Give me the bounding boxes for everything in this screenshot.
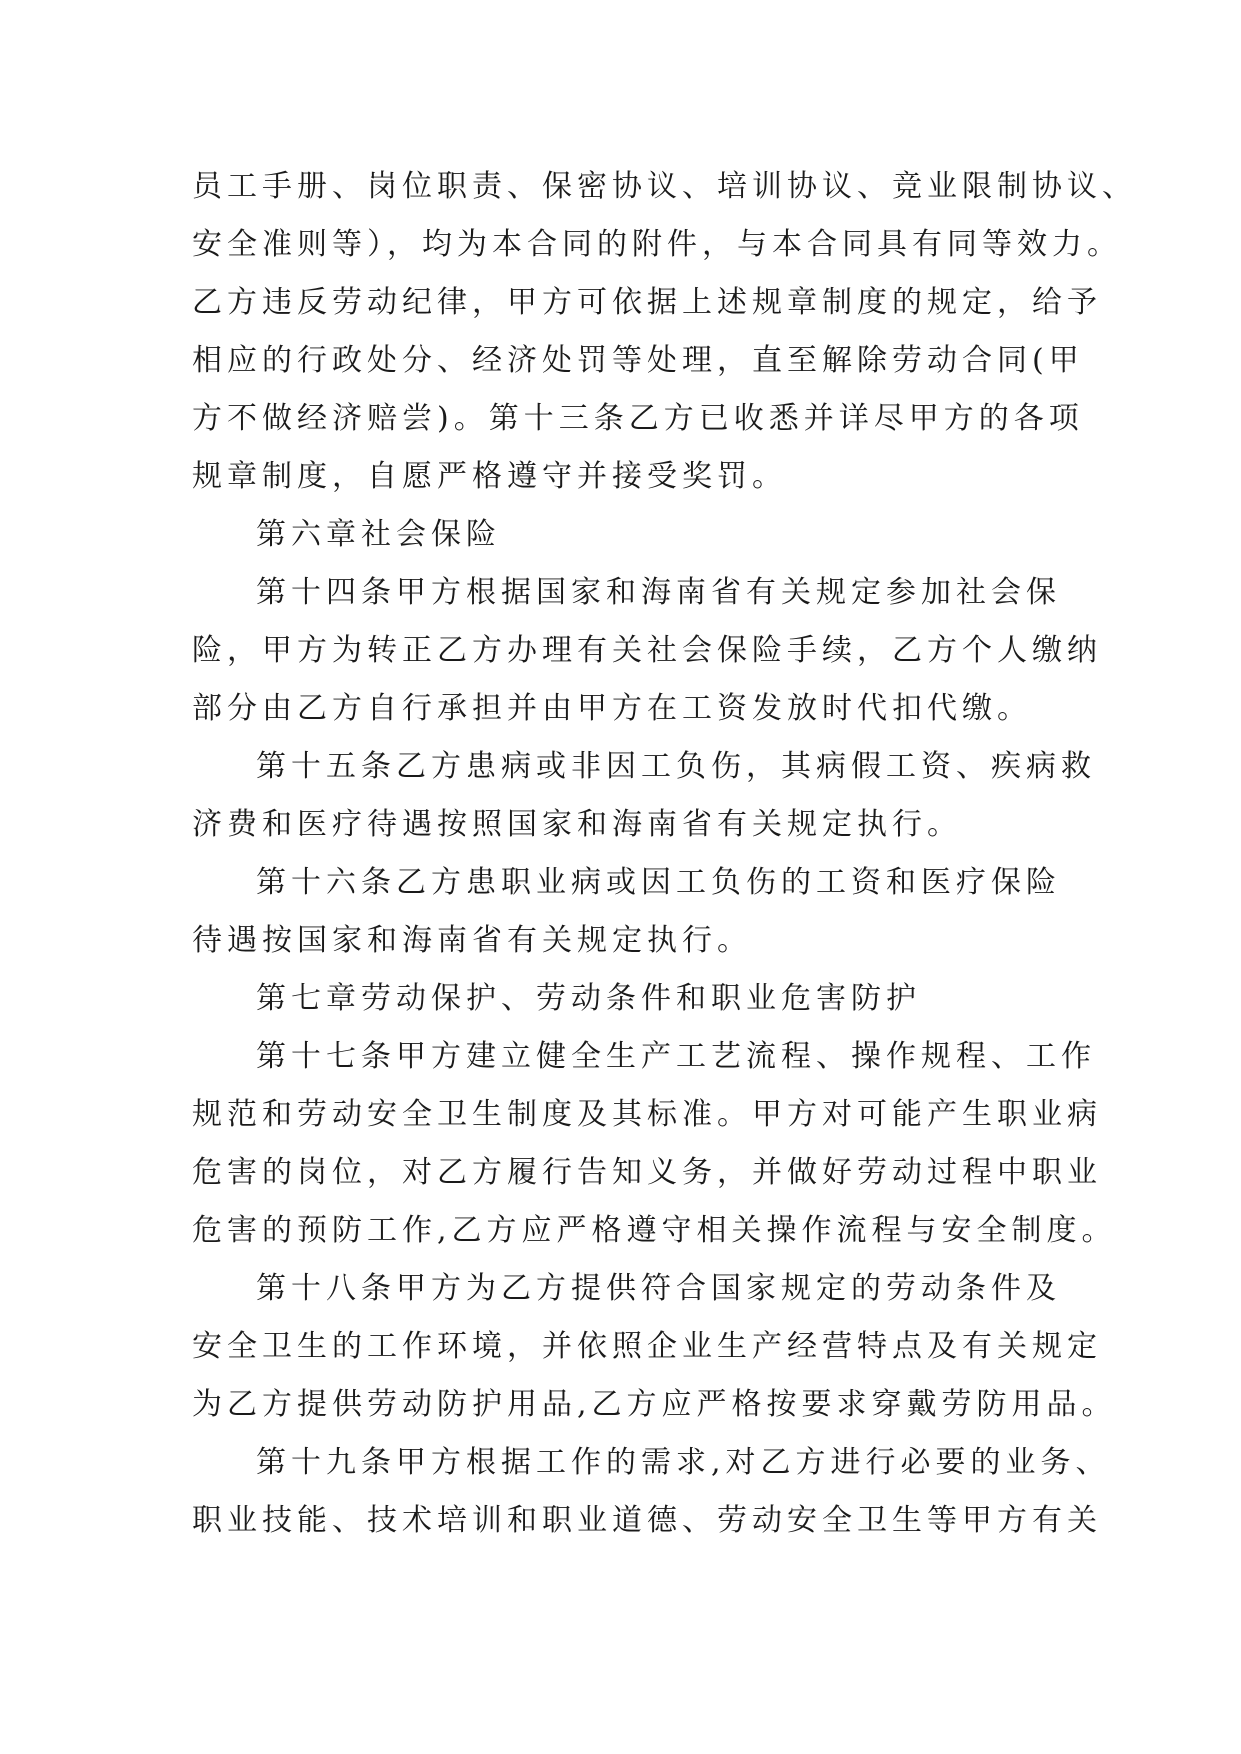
text-line: 部分由乙方自行承担并由甲方在工资发放时代扣代缴。 bbox=[192, 691, 1032, 726]
text-line: 乙方违反劳动纪律，甲方可依据上述规章制度的规定，给予 bbox=[192, 285, 1102, 320]
article-line: 第十九条甲方根据工作的需求,对乙方进行必要的业务、 bbox=[256, 1445, 1111, 1480]
text-line: 险，甲方为转正乙方办理有关社会保险手续，乙方个人缴纳 bbox=[192, 633, 1102, 668]
text-line: 规范和劳动安全卫生制度及其标准。甲方对可能产生职业病 bbox=[192, 1097, 1102, 1132]
text-line: 员工手册、岗位职责、保密协议、培训协议、竞业限制协议、 bbox=[192, 169, 1137, 204]
document-body bbox=[192, 158, 1137, 1550]
text-line: 危害的预防工作,乙方应严格遵守相关操作流程与安全制度。 bbox=[192, 1213, 1117, 1248]
text-line: 为乙方提供劳动防护用品,乙方应严格按要求穿戴劳防用品。 bbox=[192, 1387, 1117, 1422]
text-line: 危害的岗位，对乙方履行告知义务，并做好劳动过程中职业 bbox=[192, 1155, 1102, 1190]
text-line: 安全准则等），均为本合同的附件，与本合同具有同等效力。 bbox=[192, 227, 1122, 262]
text-line: 济费和医疗待遇按照国家和海南省有关规定执行。 bbox=[192, 807, 962, 842]
article-line: 第十六条乙方患职业病或因工负伤的工资和医疗保险 bbox=[256, 865, 1061, 900]
chapter-heading: 第七章劳动保护、劳动条件和职业危害防护 bbox=[256, 981, 921, 1016]
text-line: 相应的行政处分、经济处罚等处理，直至解除劳动合同(甲 bbox=[192, 343, 1084, 378]
article-line: 第十八条甲方为乙方提供符合国家规定的劳动条件及 bbox=[256, 1271, 1061, 1306]
article-line: 第十七条甲方建立健全生产工艺流程、操作规程、工作 bbox=[256, 1039, 1096, 1074]
text-line: 规章制度，自愿严格遵守并接受奖罚。 bbox=[192, 459, 787, 494]
text-line: 方不做经济赔尝)。第十三条乙方已收悉并详尽甲方的各项 bbox=[192, 401, 1084, 436]
text-line: 安全卫生的工作环境，并依照企业生产经营特点及有关规定 bbox=[192, 1329, 1102, 1364]
text-line: 待遇按国家和海南省有关规定执行。 bbox=[192, 923, 752, 958]
chapter-heading: 第六章社会保险 bbox=[256, 517, 501, 552]
text-line: 职业技能、技术培训和职业道德、劳动安全卫生等甲方有关 bbox=[192, 1503, 1102, 1538]
article-line: 第十四条甲方根据国家和海南省有关规定参加社会保 bbox=[256, 575, 1061, 610]
article-line: 第十五条乙方患病或非因工负伤，其病假工资、疾病救 bbox=[256, 749, 1096, 784]
